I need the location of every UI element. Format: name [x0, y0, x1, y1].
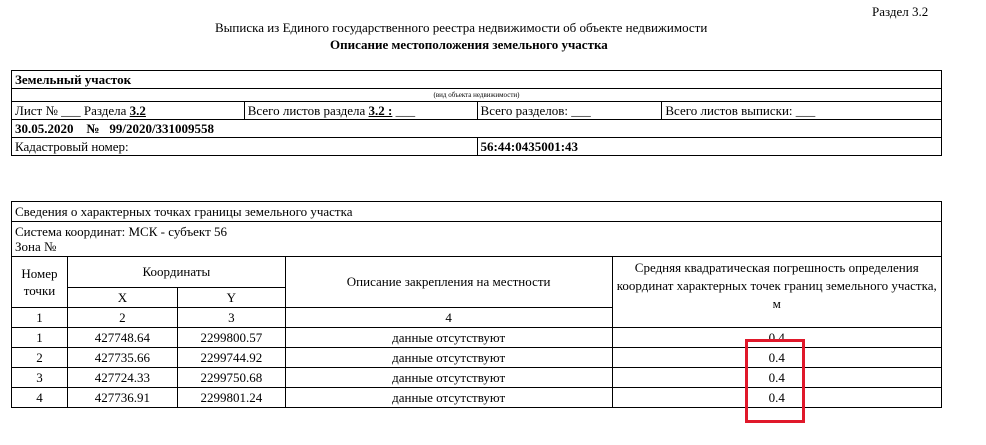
point-x: 427735.66 [67, 348, 177, 368]
point-x: 427724.33 [67, 368, 177, 388]
points-table-title: Сведения о характерных точках границы земельного участка [12, 202, 942, 222]
coord-system: Система координат: МСК - субъект 56 [15, 224, 228, 239]
point-error: 0.4 [612, 328, 942, 348]
date-number-cell [12, 120, 942, 138]
point-description: данные отсутствуют [285, 388, 612, 408]
total-sections: Всего разделов: ___ [477, 102, 662, 120]
point-description: данные отсутствуют [285, 368, 612, 388]
point-number: 1 [12, 328, 68, 348]
total-sheets-label: Всего листов раздела [247, 102, 366, 118]
point-error: 0.4 [612, 388, 942, 408]
cadastral-label: Кадастровый номер: [12, 138, 478, 156]
sheet-number-label: Лист № ___ Раздела [15, 102, 127, 118]
sheet-number-cell [12, 102, 245, 120]
total-sheets-cell [244, 102, 477, 120]
point-description: данные отсутствуют [285, 348, 612, 368]
total-sheets-blank: ___ [395, 102, 416, 118]
title-line-2: Описание местоположения земельного участка [330, 37, 608, 52]
point-y: 2299800.57 [177, 328, 285, 348]
col-number-4: 4 [285, 308, 612, 328]
header-description: Описание закрепления на местности [285, 257, 612, 308]
section-number: 3.2 [129, 102, 146, 118]
point-error: 0.4 [612, 368, 942, 388]
point-x: 427748.64 [67, 328, 177, 348]
header-x: X [67, 288, 177, 308]
section-label: Раздел 3.2 [872, 4, 929, 19]
object-info-table [11, 70, 942, 156]
extract-number: 99/2020/331009558 [109, 120, 215, 136]
point-error: 0.4 [612, 348, 942, 368]
object-type: Земельный участок [12, 71, 942, 89]
point-y: 2299750.68 [177, 368, 285, 388]
point-number: 3 [12, 368, 68, 388]
header-coordinates: Координаты [67, 257, 285, 288]
total-extract-sheets: Всего листов выписки: ___ [662, 102, 942, 120]
point-number: 2 [12, 348, 68, 368]
title-line-1: Выписка из Единого государственного реестра недвижимости об объекте недвижимости [215, 20, 708, 35]
error-column-highlight [745, 339, 805, 423]
extract-date: 30.05.2020 [15, 120, 74, 136]
header-error: Средняя квадратическая погрешность определения координат характерных точек границ земельного участка, м [612, 257, 942, 328]
zone: Зона № [15, 239, 57, 254]
col-number-2: 2 [67, 308, 177, 328]
point-y: 2299744.92 [177, 348, 285, 368]
object-type-caption: (вид объекта недвижимости) [12, 89, 942, 102]
point-x: 427736.91 [67, 388, 177, 408]
col-number-3: 3 [177, 308, 285, 328]
total-sheets-value: 3.2 : [368, 102, 393, 118]
coord-system-cell [12, 222, 942, 257]
header-point-no: Номер точки [12, 257, 68, 308]
point-description: данные отсутствуют [285, 328, 612, 348]
col-number-1: 1 [12, 308, 68, 328]
number-label: № [86, 120, 100, 136]
header-y: Y [177, 288, 285, 308]
cadastral-number: 56:44:0435001:43 [477, 138, 941, 156]
point-number: 4 [12, 388, 68, 408]
point-y: 2299801.24 [177, 388, 285, 408]
